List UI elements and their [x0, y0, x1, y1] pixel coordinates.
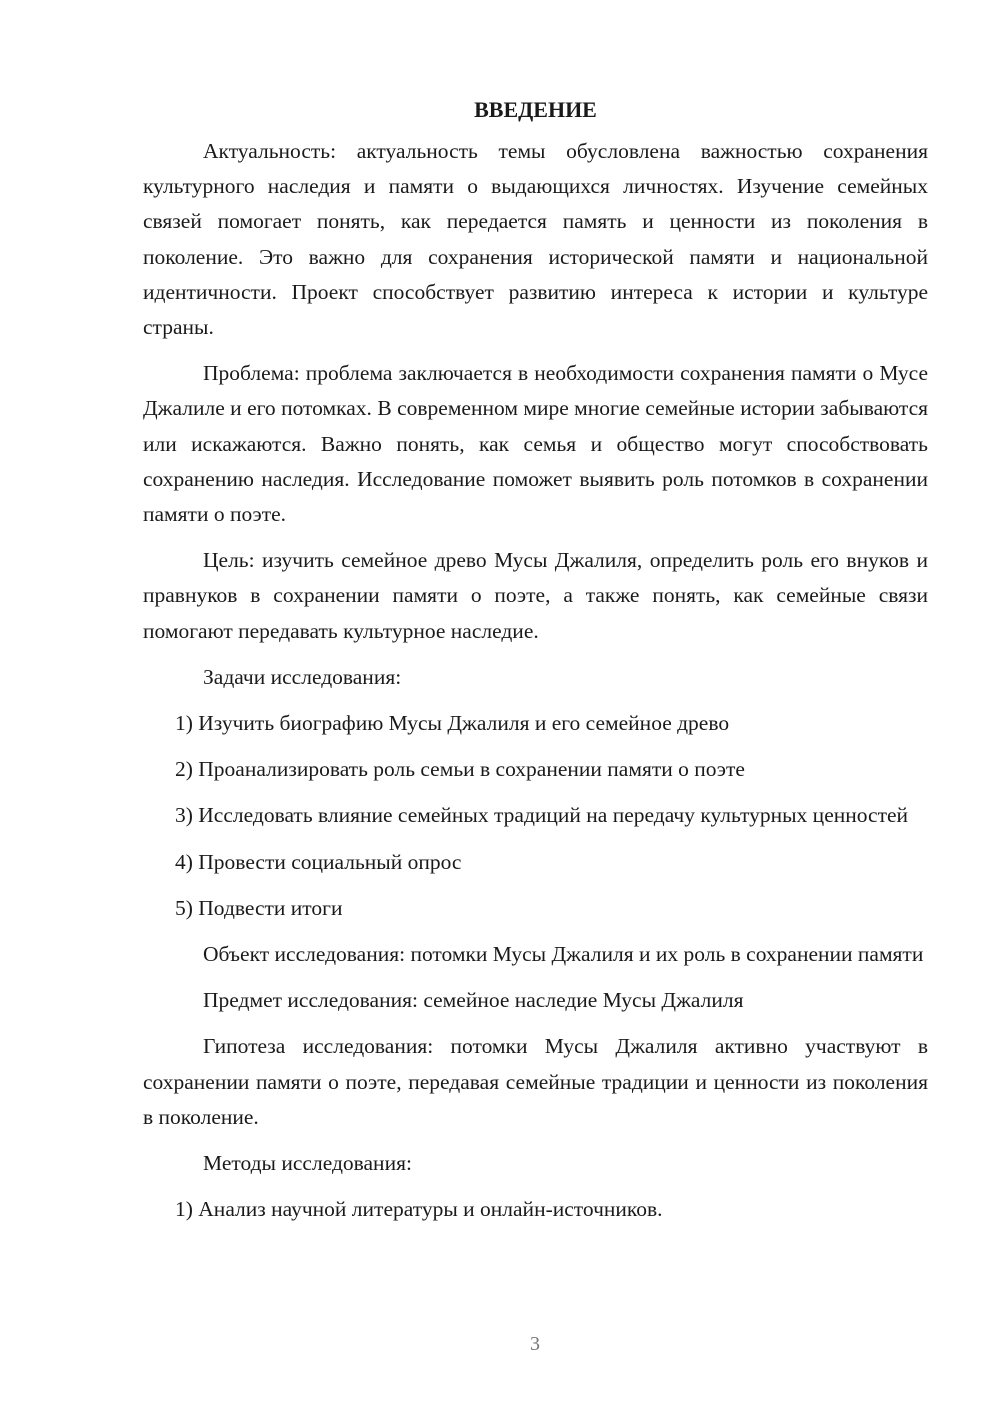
- paragraph-goal: Цель: изучить семейное древо Мусы Джалиля, определить роль его внуков и правнуков в сохранении памяти о поэте, а также понять, как семейные связи помогают передавать культурное наследие.: [143, 548, 928, 643]
- task-item: 4) Провести социальный опрос: [175, 849, 462, 874]
- page-content: [143, 92, 928, 1238]
- method-item: 1) Анализ научной литературы и онлайн-источников.: [175, 1197, 663, 1222]
- section-title: ВВЕДЕНИЕ: [474, 97, 597, 122]
- methods-heading: Методы исследования:: [203, 1151, 412, 1176]
- paragraph-relevance: Актуальность: актуальность темы обусловлена важностью сохранения культурного наследия и памяти о выдающихся личностях. Изучение семейных связей помогает понять, как передается память и ценности из поколения в поколение. Это важно для сохранения исторической памяти и национальной идентичности. Проект способствует развитию интереса к истории и культуре страны.: [143, 139, 928, 340]
- task-item: 5) Подвести итоги: [175, 895, 343, 920]
- paragraph-object: Объект исследования: потомки Мусы Джалиля и их роль в сохранении памяти: [203, 942, 924, 967]
- paragraph-subject: Предмет исследования: семейное наследие Мусы Джалиля: [203, 988, 744, 1013]
- tasks-heading: Задачи исследования:: [203, 664, 402, 689]
- paragraph-problem: Проблема: проблема заключается в необходимости сохранения памяти о Мусе Джалиле и его потомках. В современном мире многие семейные истории забываются или искажаются. Важно понять, как семья и общество могут способствовать сохранению наследия. Исследование поможет выявить роль потомков в сохранении памяти о поэте.: [143, 361, 928, 527]
- page-number: 3: [530, 1333, 540, 1355]
- task-item: 2) Проанализировать роль семьи в сохранении памяти о поэте: [175, 757, 745, 782]
- task-item: 1) Изучить биографию Мусы Джалиля и его семейное древо: [175, 711, 730, 736]
- task-item: 3) Исследовать влияние семейных традиций на передачу культурных ценностей: [175, 803, 909, 828]
- paragraph-hypothesis: Гипотеза исследования: потомки Мусы Джалиля активно участвуют в сохранении памяти о поэте, передавая семейные традиции и ценности из поколения в поколение.: [143, 1034, 928, 1129]
